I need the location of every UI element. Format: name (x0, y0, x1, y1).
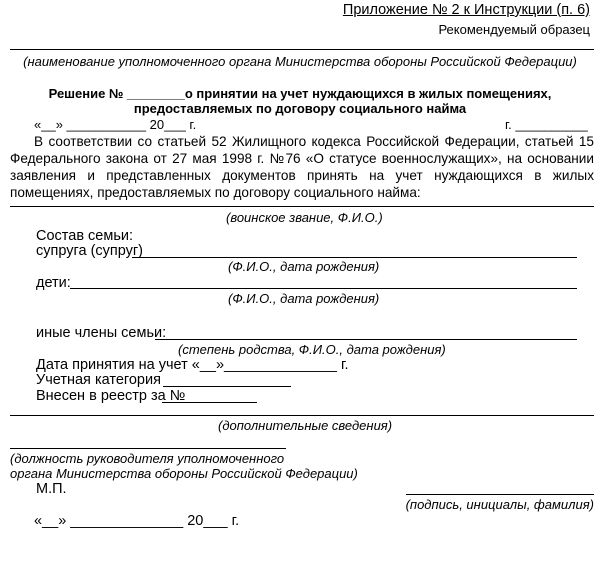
registration-date: Дата принятия на учет «__»______________ г. (36, 357, 349, 373)
registry-entry: Внесен в реестр за № (36, 388, 186, 404)
family-title: Состав семьи: (36, 228, 134, 244)
position-caption-line2: органа Министерства обороны Российской Федерации) (10, 466, 358, 481)
registration-category: Учетная категория (36, 372, 161, 388)
authority-caption: (наименование уполномоченного органа Министерства обороны Российской Федерации) (23, 54, 577, 69)
person-line (10, 206, 594, 207)
signature-date: «__» ______________ 20___ г. (34, 513, 240, 529)
position-line (10, 448, 286, 449)
children-label: дети: (36, 275, 71, 291)
children-line (70, 288, 577, 289)
decision-date: «__» ___________ 20___ г. (34, 117, 197, 132)
spouse-label: супруга (супруг) (36, 243, 144, 259)
spouse-line (132, 257, 577, 258)
decision-title-line2: предоставляемых по договору социального найма (133, 101, 467, 116)
stamp-label: М.П. (36, 481, 67, 497)
other-members-line (155, 339, 577, 340)
authority-line (10, 49, 594, 50)
signature-caption: (подпись, инициалы, фамилия) (405, 497, 594, 512)
additional-line (10, 415, 594, 416)
category-line (163, 386, 291, 387)
recommended-sample-label: Рекомендуемый образец (438, 22, 590, 37)
appendix-header: Приложение № 2 к Инструкции (п. 6) (342, 2, 590, 18)
spouse-caption: (Ф.И.О., дата рождения) (228, 259, 380, 274)
registry-line (162, 402, 257, 403)
other-members-label: иные члены семьи: (36, 325, 167, 341)
decision-body: В соответствии со статьей 52 Жилищного кодекса Российской Федерации, статьей 15 Федерального закона от 27 мая 1998 г. №76 «О статусе военнослужащих», на основании заявления и представленных документов принять на учет нуждающихся в жилых помещениях, предоставляемых по договору социального найма: (10, 134, 594, 200)
children-caption: (Ф.И.О., дата рождения) (228, 291, 380, 306)
position-caption-line1: (должность руководителя уполномоченного (10, 451, 285, 466)
decision-title-line1: Решение № ________о принятии на учет нуждающихся в жилых помещениях, (48, 86, 552, 101)
additional-caption: (дополнительные сведения) (218, 418, 393, 433)
other-members-caption: (степень родства, Ф.И.О., дата рождения) (178, 342, 446, 357)
decision-city: г. __________ (505, 117, 588, 132)
person-caption: (воинское звание, Ф.И.О.) (226, 210, 383, 225)
signature-line (406, 494, 594, 495)
